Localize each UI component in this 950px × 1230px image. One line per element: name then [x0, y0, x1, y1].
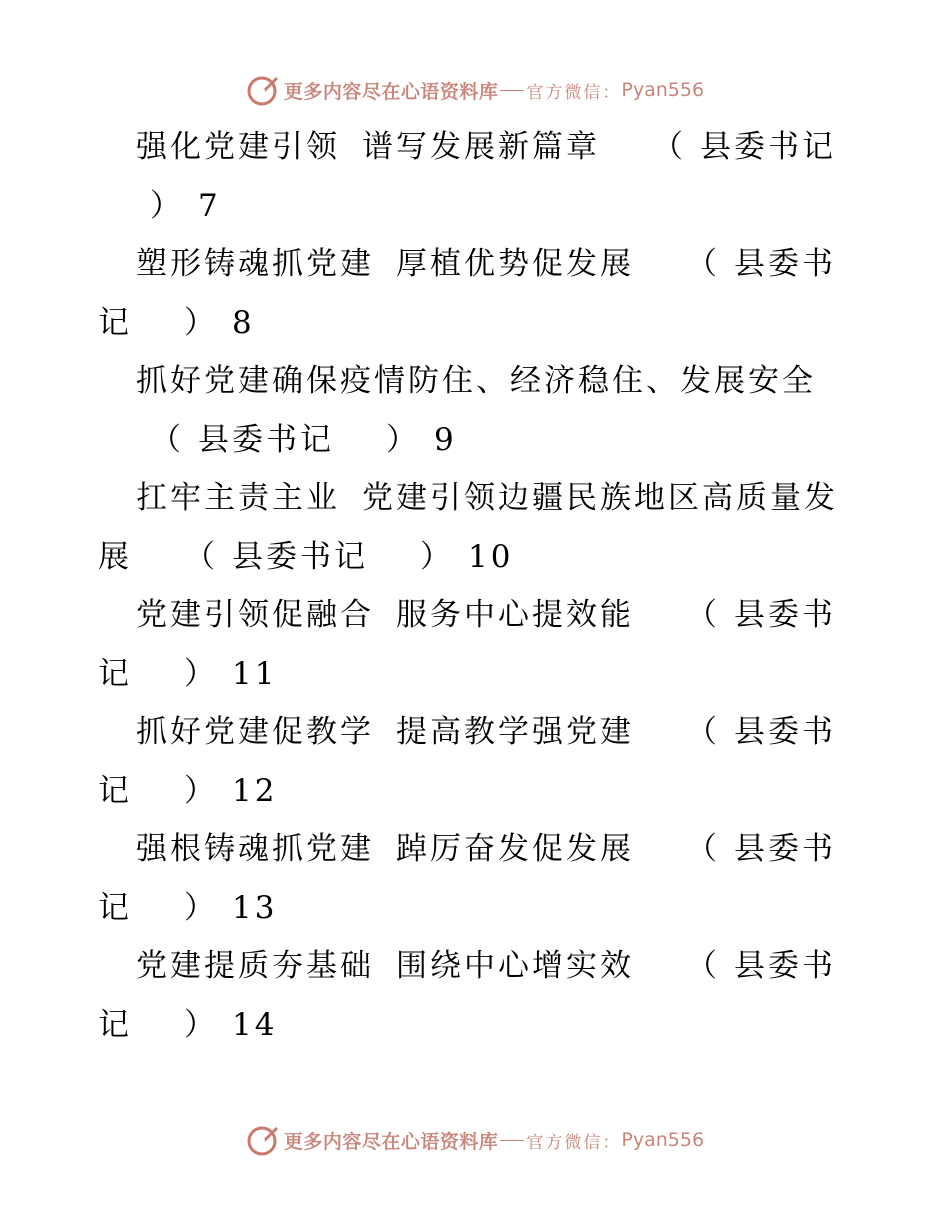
toc-entry[interactable]: 党建引领促融合 服务中心提效能 （ 县委书记 ） 11: [98, 597, 836, 692]
toc-entry[interactable]: 扛牢主责主业 党建引领边疆民族地区高质量发展 （ 县委书记 ） 10: [98, 480, 838, 575]
toc-entry[interactable]: 强根铸魂抓党建 踔厉奋发促发展 （ 县委书记 ） 13: [98, 831, 836, 926]
toc-page-number: 14: [232, 1006, 278, 1043]
toc-page-number: 13: [232, 889, 278, 926]
watermark-wechat-label: 官方微信：: [526, 1132, 622, 1153]
toc-entry[interactable]: 塑形铸魂抓党建 厚植优势促发展 （ 县委书记 ） 8: [98, 246, 836, 341]
toc-entry[interactable]: 抓好党建确保疫情防住、经济稳住、发展安全（ 县委书记 ） 9: [136, 363, 816, 458]
watermark-dash: [500, 90, 524, 91]
toc-page-number: 7: [198, 187, 221, 224]
toc-page-number: 8: [232, 304, 255, 341]
toc-page-number: 9: [434, 421, 457, 458]
watermark-wechat-label: 官方微信：: [526, 82, 622, 103]
toc-page-number: 10: [468, 538, 514, 575]
toc-page-number: 11: [232, 655, 278, 692]
toc-entry[interactable]: 党建提质夯基础 围绕中心增实效 （ 县委书记 ） 14: [98, 948, 836, 1043]
watermark-brand: 更多内容尽在心语资料库: [283, 1130, 499, 1153]
watermark-wechat-id: Pyan556: [621, 1129, 705, 1151]
pen-logo-icon: [246, 1123, 280, 1157]
toc-entry[interactable]: 抓好党建促教学 提高教学强党建 （ 县委书记 ） 12: [98, 714, 836, 809]
watermark-dash: [500, 1140, 524, 1141]
watermark-brand: 更多内容尽在心语资料库: [283, 80, 499, 103]
toc-entry[interactable]: 强化党建引领 谱写发展新篇章 （ 县委书记） 7: [136, 129, 836, 224]
pen-logo-icon: [246, 73, 280, 107]
watermark-wechat-id: Pyan556: [621, 79, 705, 101]
toc-page-number: 12: [232, 772, 278, 809]
watermark-header: [0, 70, 950, 110]
watermark-footer: [0, 1120, 950, 1160]
table-of-contents: [98, 118, 843, 1054]
